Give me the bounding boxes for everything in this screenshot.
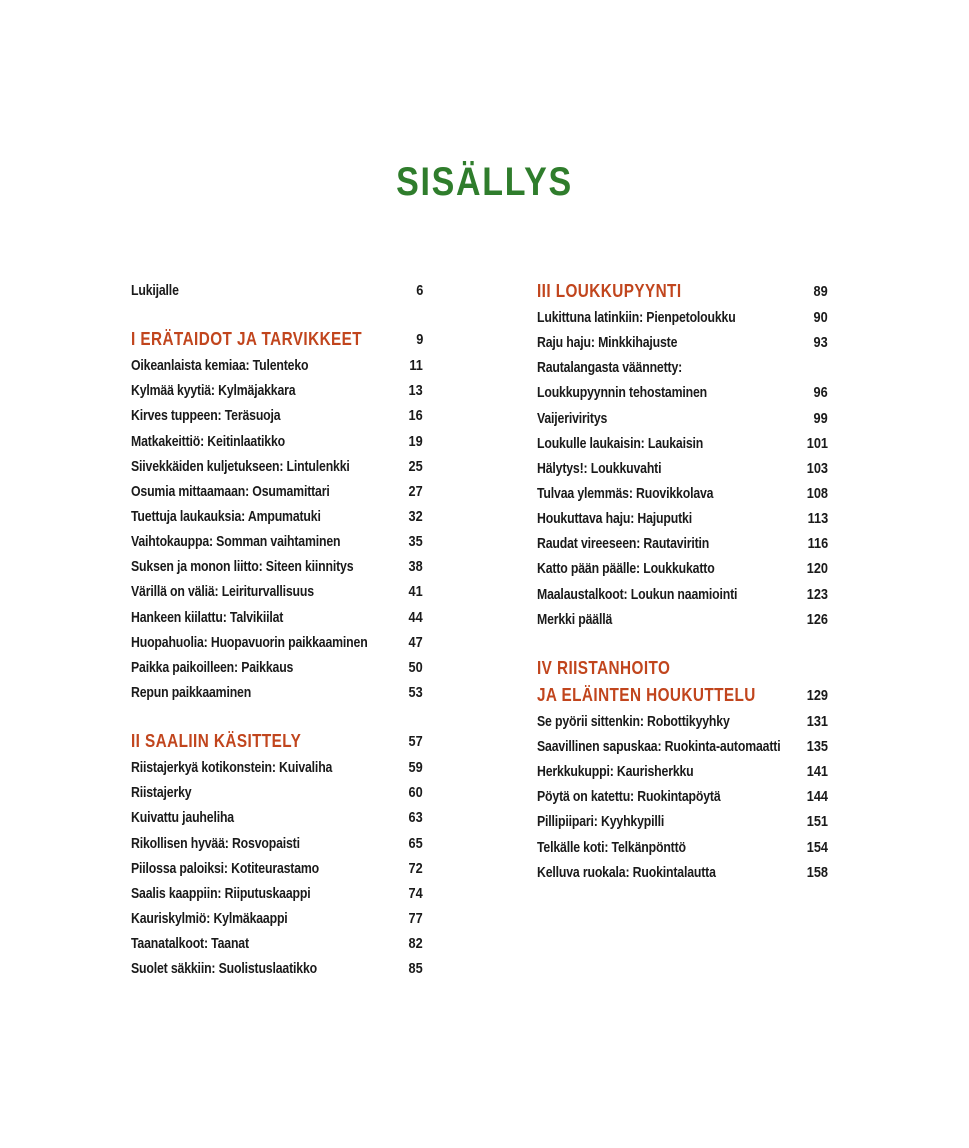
entry-title: Suksen ja monon liitto: Siteen kiinnitys <box>131 558 354 576</box>
page-number: 154 <box>806 838 828 856</box>
toc-left-column <box>131 278 423 981</box>
toc-entry <box>537 734 828 759</box>
page-number: 53 <box>408 683 423 701</box>
toc-entry <box>537 481 828 506</box>
toc-entry <box>131 278 423 303</box>
entry-title: Vaijeriviritys <box>537 409 608 427</box>
entry-title: Riistajerky <box>131 784 192 802</box>
entry-title: Raju haju: Minkkihajuste <box>537 334 678 352</box>
page-number: 158 <box>806 863 828 881</box>
toc-right-column <box>537 278 828 885</box>
page-number: 89 <box>813 283 828 300</box>
entry-title: Paikka paikoilleen: Paikkaus <box>131 658 294 676</box>
page-number: 108 <box>806 484 828 502</box>
toc-entry <box>537 784 828 809</box>
page-number: 6 <box>415 282 423 299</box>
page-number: 96 <box>813 384 828 402</box>
entry-title: I ERÄTAIDOT JA TARVIKKEET <box>131 329 363 350</box>
page-number: 99 <box>813 409 828 427</box>
section-heading <box>131 728 423 755</box>
toc-entry <box>131 881 423 906</box>
toc-entry <box>131 554 423 579</box>
entry-title: Pöytä on katettu: Ruokintapöytä <box>537 788 721 806</box>
entry-title: IV RIISTANHOITO <box>537 657 671 678</box>
entry-title: Kauriskylmiö: Kylmäkaappi <box>131 909 288 927</box>
page-number: 35 <box>408 533 423 551</box>
page-number: 50 <box>408 658 423 676</box>
page-number: 65 <box>408 834 423 852</box>
section-gap <box>131 705 423 728</box>
toc-entry <box>131 906 423 931</box>
toc-entry <box>131 353 423 378</box>
entry-title: Telkälle koti: Telkänpönttö <box>537 838 686 856</box>
toc-entry <box>537 556 828 581</box>
entry-title: Piilossa paloiksi: Kotiteurastamo <box>131 859 320 877</box>
page-number: 126 <box>806 610 828 628</box>
page-number: 85 <box>408 960 423 978</box>
toc-entry <box>537 607 828 632</box>
toc-entry <box>537 709 828 734</box>
entry-title: Lukijalle <box>131 282 179 299</box>
toc-entry <box>537 330 828 355</box>
toc-entry <box>537 456 828 481</box>
toc-entry <box>537 531 828 556</box>
toc-entry <box>131 630 423 655</box>
page-number: 144 <box>806 788 828 806</box>
entry-title: Kuivattu jauheliha <box>131 809 234 827</box>
page-number: 32 <box>408 507 423 525</box>
toc-entry <box>537 759 828 784</box>
toc-entry <box>131 755 423 780</box>
page-number: 59 <box>408 759 423 777</box>
page-number: 131 <box>806 712 828 730</box>
page-number: 38 <box>408 558 423 576</box>
page-number: 72 <box>408 859 423 877</box>
entry-title: Pillipiipari: Kyyhkypilli <box>537 813 665 831</box>
page-number: 93 <box>813 334 828 352</box>
page-number: 13 <box>408 382 423 400</box>
toc-entry <box>131 805 423 830</box>
entry-title: Houkuttava haju: Hajuputki <box>537 510 692 528</box>
toc-entry <box>537 582 828 607</box>
toc-entry <box>131 856 423 881</box>
toc-entry <box>131 378 423 403</box>
page-number: 27 <box>408 482 423 500</box>
entry-title: Merkki päällä <box>537 610 613 628</box>
entry-title: Loukkupyynnin tehostaminen <box>537 384 708 402</box>
toc-entry <box>537 431 828 456</box>
toc-entry <box>537 355 828 380</box>
page-number: 129 <box>806 686 828 704</box>
page-number: 19 <box>408 432 423 450</box>
toc-entry <box>537 305 828 330</box>
toc-entry <box>537 809 828 834</box>
page-number: 41 <box>408 583 423 601</box>
section-gap <box>537 632 828 655</box>
entry-title: Loukulle laukaisin: Laukaisin <box>537 434 704 452</box>
entry-title: Kirves tuppeen: Teräsuoja <box>131 407 281 425</box>
toc-entry <box>131 655 423 680</box>
entry-title: Saalis kaappiin: Riiputuskaappi <box>131 884 311 902</box>
entry-title: Saavillinen sapuskaa: Ruokinta-automaatti <box>537 737 781 755</box>
page-title: SISÄLLYS <box>396 160 573 204</box>
toc-entry <box>131 680 423 705</box>
entry-title: Matkakeittiö: Keitinlaatikko <box>131 432 285 450</box>
entry-title: Tulvaa ylemmäs: Ruovikkolava <box>537 484 714 502</box>
entry-title: Rikollisen hyvää: Rosvopaisti <box>131 834 300 852</box>
page-number: 9 <box>415 331 423 349</box>
entry-title: III LOUKKUPYYNTI <box>537 281 682 301</box>
entry-title: Vaihtokauppa: Somman vaihtaminen <box>131 533 341 551</box>
page-number: 44 <box>408 608 423 626</box>
toc-entry <box>131 780 423 805</box>
entry-title: Kelluva ruokala: Ruokintalautta <box>537 863 716 881</box>
page-number: 135 <box>806 737 828 755</box>
entry-title: Taanatalkoot: Taanat <box>131 935 249 953</box>
page-number: 11 <box>409 357 423 375</box>
section-heading <box>537 682 828 709</box>
entry-title: Värillä on väliä: Leiriturvallisuus <box>131 583 314 601</box>
entry-title: Siivekkäiden kuljetukseen: Lintulenkki <box>131 457 350 475</box>
page-number: 82 <box>408 935 423 953</box>
page-number: 57 <box>408 733 423 751</box>
toc-entry <box>131 529 423 554</box>
page-number: 151 <box>806 813 828 831</box>
toc-entry <box>537 406 828 431</box>
entry-title: JA ELÄINTEN HOUKUTTELU <box>537 684 756 705</box>
entry-title: Se pyörii sittenkin: Robottikyyhky <box>537 712 730 730</box>
section-heading <box>537 278 828 305</box>
page-number: 77 <box>408 909 423 927</box>
entry-title: Huopahuolia: Huopavuorin paikkaaminen <box>131 633 368 651</box>
toc-entry <box>537 506 828 531</box>
section-heading <box>131 326 423 353</box>
entry-title: Rautalangasta väännetty: <box>537 359 683 377</box>
entry-title: Riistajerkyä kotikonstein: Kuivaliha <box>131 759 333 777</box>
page-number: 90 <box>813 309 828 326</box>
toc-entry <box>131 579 423 604</box>
page-number: 63 <box>408 809 423 827</box>
page-number: 113 <box>807 510 828 528</box>
page-number: 116 <box>807 535 828 553</box>
page-number: 123 <box>806 585 828 603</box>
page-number: 74 <box>408 884 423 902</box>
toc-entry <box>131 831 423 856</box>
page-number: 47 <box>408 633 423 651</box>
entry-title: Kylmää kyytiä: Kylmäjakkara <box>131 382 296 400</box>
toc-entry <box>131 403 423 428</box>
entry-title: II SAALIIN KÄSITTELY <box>131 731 302 752</box>
toc-entry <box>131 605 423 630</box>
section-heading <box>537 655 828 682</box>
toc-entry <box>537 380 828 405</box>
entry-title: Oikeanlaista kemiaa: Tulenteko <box>131 357 309 375</box>
toc-entry <box>537 835 828 860</box>
page-number: 16 <box>408 407 423 425</box>
entry-title: Hankeen kiilattu: Talvikiilat <box>131 608 284 626</box>
toc-entry <box>131 454 423 479</box>
entry-title: Herkkukuppi: Kaurisherkku <box>537 763 694 781</box>
toc-entry <box>131 956 423 981</box>
entry-title: Raudat vireeseen: Rautaviritin <box>537 535 710 553</box>
section-gap <box>131 303 423 326</box>
page-number: 141 <box>806 763 828 781</box>
entry-title: Tuettuja laukauksia: Ampumatuki <box>131 507 321 525</box>
page-number: 101 <box>806 434 828 452</box>
toc-entry <box>131 504 423 529</box>
toc-entry <box>131 429 423 454</box>
entry-title: Lukittuna latinkiin: Pienpetoloukku <box>537 309 736 326</box>
entry-title: Hälytys!: Loukkuvahti <box>537 459 662 477</box>
page-number: 25 <box>408 457 423 475</box>
page-number: 120 <box>806 560 828 578</box>
entry-title: Maalaustalkoot: Loukun naamiointi <box>537 585 738 603</box>
page-number: 60 <box>408 784 423 802</box>
toc-entry <box>131 479 423 504</box>
entry-title: Katto pään päälle: Loukkukatto <box>537 560 715 578</box>
page-number: 103 <box>806 459 828 477</box>
entry-title: Repun paikkaaminen <box>131 683 252 701</box>
toc-entry <box>131 931 423 956</box>
toc-entry <box>537 860 828 885</box>
entry-title: Osumia mittaamaan: Osumamittari <box>131 482 330 500</box>
entry-title: Suolet säkkiin: Suolistuslaatikko <box>131 960 317 978</box>
